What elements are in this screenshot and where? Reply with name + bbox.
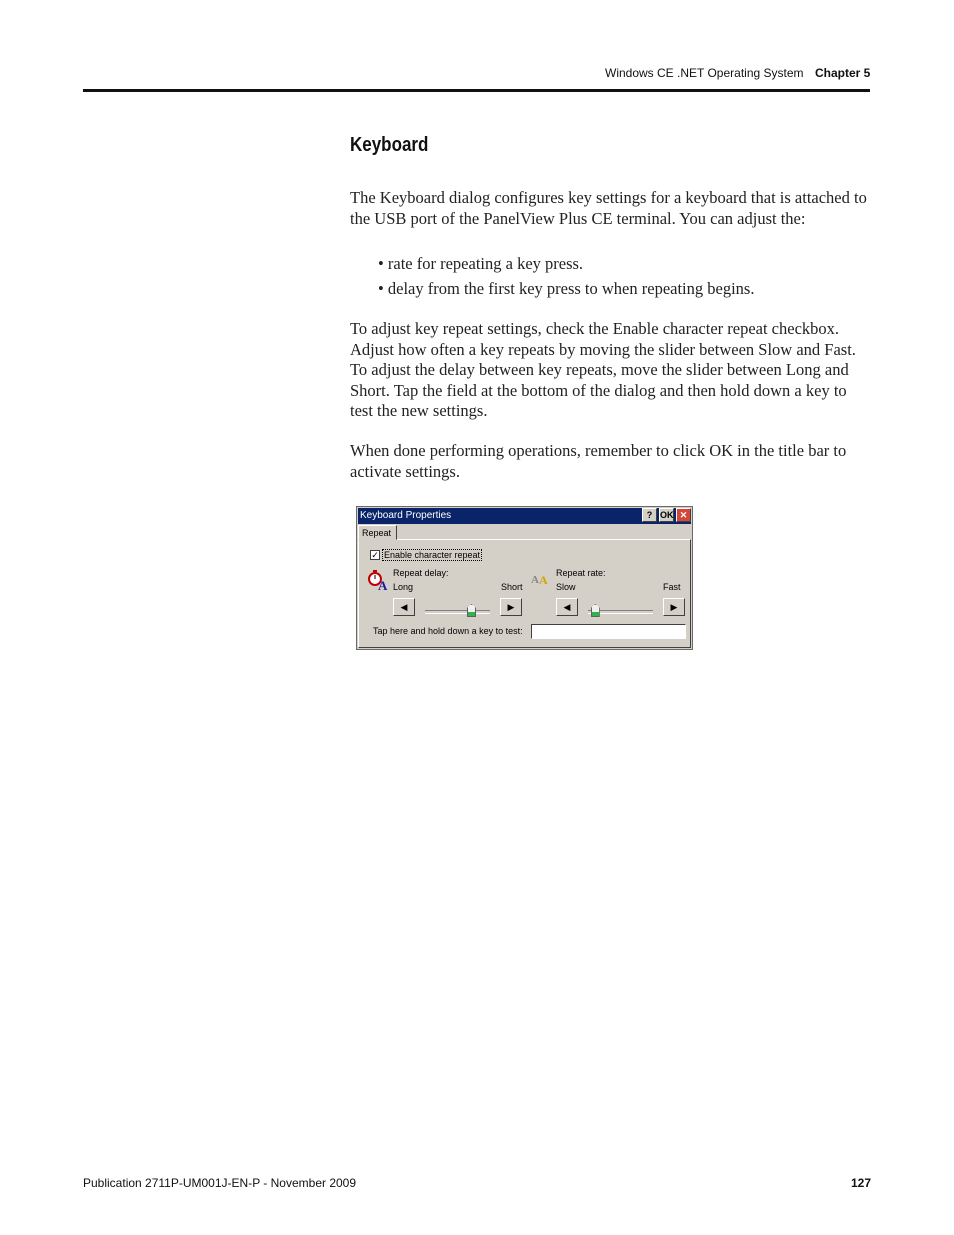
repeat-delay-label: Repeat delay: [393,568,449,578]
delay-left-button[interactable]: ◀ [393,598,415,616]
repeat-rate-icon [531,569,553,587]
footer-page-number: 127 [851,1176,872,1190]
test-field-label: Tap here and hold down a key to test: [373,626,523,636]
tab-repeat-label: Repeat [362,528,392,538]
dialog-titlebar [358,508,691,524]
help-button[interactable]: ? [642,508,657,522]
ok-paragraph: When done performing operations, remember to click OK in the title bar to activate settings. [350,441,847,481]
svg-text:A: A [539,573,548,587]
ok-button[interactable]: OK [660,510,674,520]
header-section: Windows CE .NET Operating System [605,66,804,80]
tab-repeat[interactable] [358,525,397,540]
instructions-paragraph: To adjust key repeat settings, check the Enable character repeat checkbox. Adjust how often a key repeats by moving the slider between Slow and Fast. To adjust the delay between key repeats, move the slider between Long and Short. Tap the field at the bottom of the dialog and then hold down a key to test the new settings. [350,319,856,420]
rate-left-button[interactable]: ◀ [556,598,578,616]
delay-slider-track[interactable] [425,610,490,614]
enable-repeat-label[interactable]: Enable character repeat [384,550,481,560]
svg-text:A: A [531,574,539,586]
svg-text:A: A [378,578,388,591]
key-test-input[interactable] [531,624,686,639]
enable-repeat-checkbox[interactable]: ✓ [371,550,379,560]
page-title: Keyboard [350,134,429,156]
delay-right-button[interactable]: ▶ [500,598,522,616]
intro-paragraph: The Keyboard dialog configures key settings for a keyboard that is attached to the USB port of the PanelView Plus CE terminal. You can adjust the: [350,188,867,228]
header-rule [83,89,870,92]
stopwatch-icon [367,569,389,591]
rate-slow-label: Slow [556,582,576,592]
rate-fast-label: Fast [663,582,681,592]
bullet-rate: • rate for repeating a key press. [378,254,584,273]
close-button[interactable]: ✕ [676,508,691,522]
dialog-title: Keyboard Properties [360,510,452,521]
bullet-delay: • delay from the first key press to when repeating begins. [378,279,755,298]
rate-right-button[interactable]: ▶ [663,598,685,616]
keyboard-properties-dialog [356,506,693,650]
delay-short-label: Short [501,582,523,592]
footer-publication: Publication 2711P-UM001J-EN-P - November 2009 [83,1176,357,1190]
delay-long-label: Long [393,582,414,592]
header-chapter: Chapter 5 [815,66,871,80]
repeat-rate-label: Repeat rate: [556,568,606,578]
